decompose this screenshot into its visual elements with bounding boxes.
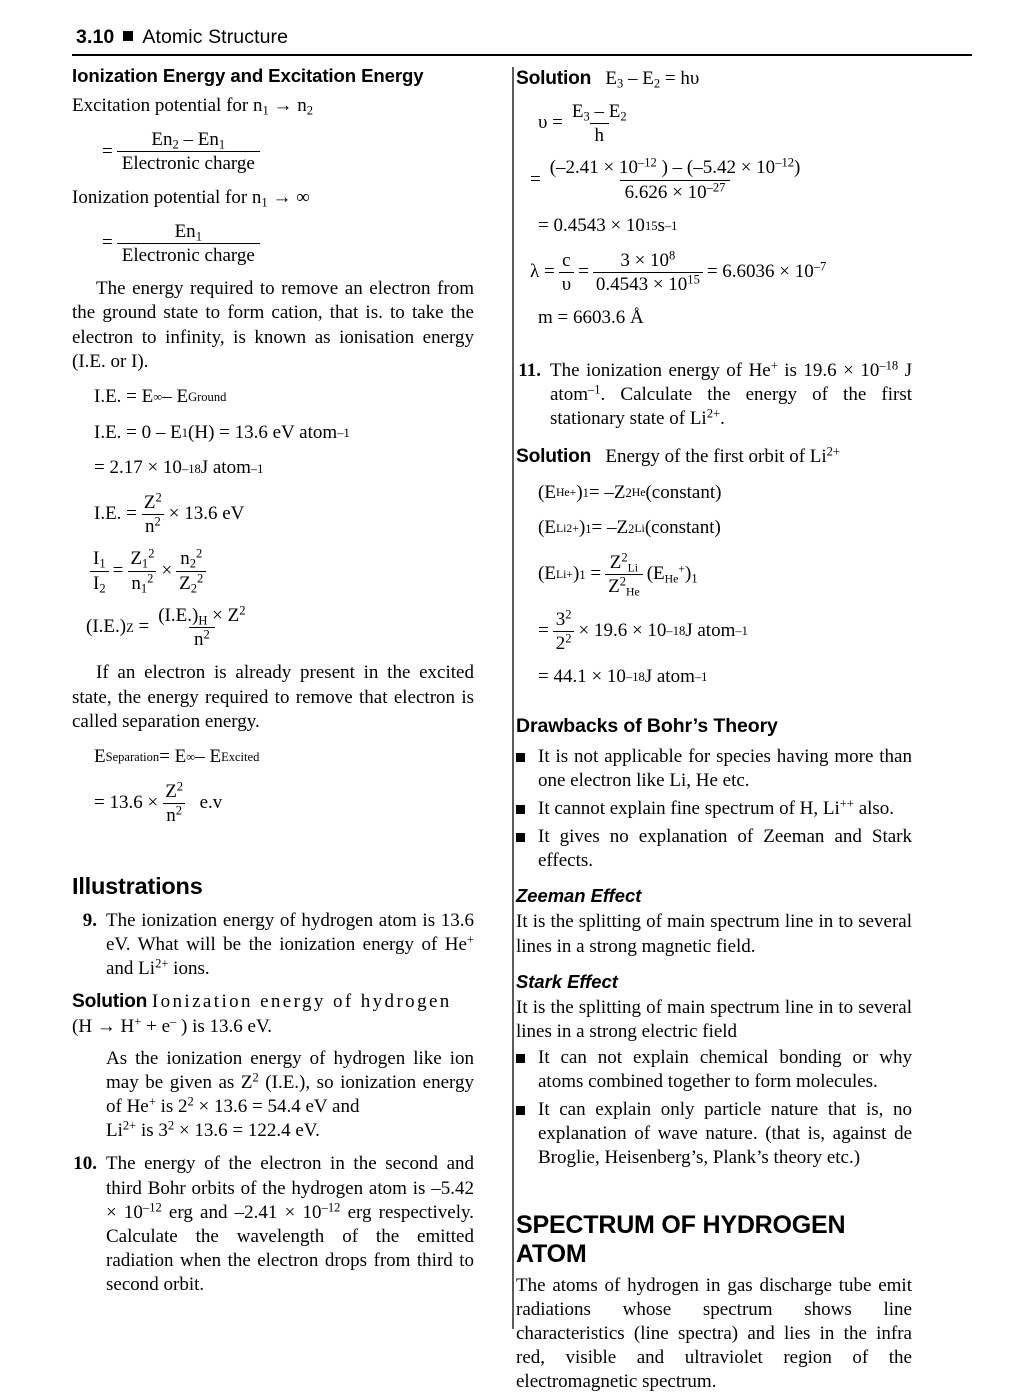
solution-tag: Solution [516,446,592,468]
fraction-numerator: $Z^2$ [143,490,162,513]
item-body: The ionization energy of hydrogen atom is 13.6 eV. What will be the ionization energy of He+ and $Li^{2+}$ ions. [106,910,474,980]
list-item [516,797,912,821]
equation-ehe-constant: (E He + ) 1 = –Z 2 He (constant) [538,481,722,503]
spectrum-text: The atoms of hydrogen in gas discharge tube emit radiations whose spectrum shows line characteristics (line spectra) and lies in the infra red, visible and ultraviolet region of the electromagnetic spectrum. [516,1274,912,1393]
equation-nu-values: = $\frac{(-2.41 \times 10^{-12} ) - (-5.42 \times 10^{-12})}{6.626 \times 10^{-27}}$ [516,157,912,203]
fraction-numerator: $I_1$ [93,548,106,571]
list-item [516,1046,912,1094]
item-number: 11. [518,359,541,381]
equation-lambda: λ = $\frac{c}{\upsilon}$ = $\frac{3 \times 10^8}{0.4543 \times 10^{15}}$ = $6.6036 \times 10^{-7}$ [530,248,827,295]
page-folio: 3.10 [76,26,115,48]
fraction-denominator: $Z^2He$ [605,574,643,597]
lambda-result: = $6.6036 \times 10^{-7}$ [706,259,827,283]
square-bullet-icon [516,825,538,873]
left-column [72,65,492,1399]
square-bullet-icon [516,745,538,793]
equation-ratio-i1-i2: $\frac{I_1}{I_2}$ = $\frac{Z_1^2}{n_1^2}$ × $\frac{n_2^2}{Z_2^2}$ [72,548,474,594]
list-item [516,745,912,793]
fraction-denominator: h [590,123,610,146]
equation-iez: (I.E.) Z = $\frac{(I.E.)_H \times Z^2}{n^2}$ [72,605,474,651]
fraction [90,548,109,594]
illustration-item-11 [516,359,912,431]
stark-effect-heading: Stark Effect [516,970,618,992]
solution-11: Solution Energy of the first orbit of $Li^{2+}$ [516,444,840,468]
paragraph-separation-energy: If an electron is already present in the excited state, the energy required to remove that electron is called separation energy. [72,662,474,732]
fraction-numerator: $3^2$ [555,607,572,630]
zeeman-effect-heading: Zeeman Effect [516,885,642,907]
zeeman-effect-text: It is the splitting of main spectrum line in to several lines in a strong magnetic field. [516,911,912,957]
item-number: 10. [73,1153,97,1175]
equation-eli-constant: (E Li 2+ ) 1 = –Z 2 Li (constant) [538,517,721,539]
fraction-denominator: Electronic charge [117,151,260,174]
equation-nu-result: = 0.4543 × 10 15 s –1 [538,215,678,237]
fraction [567,101,632,147]
excitation-potential-label: Excitation potential for $n_1 \to n_2$ [72,95,314,118]
list-item-text: It cannot explain fine spectrum of H, Li++ also. [538,796,895,820]
square-bullet-icon [516,797,538,821]
list-item [516,1098,912,1170]
drawbacks-list [516,745,912,874]
item-body: The energy of the electron in the second and third Bohr orbits of the hydrogen atom is $-5.42 \times 10^{-12}$ erg and $-2.41 \times 10^{-12}$ erg respectively. Calculate the wavelength of the emitted radiation when the electron drops from third to second orbit. [106,1153,474,1296]
fraction-denominator: $n^2$ [142,514,164,537]
illustration-item-9 [72,909,474,981]
equation-excitation-potential: = $\frac{En_2 - En_1}{\text{Electronic charge}}$ [72,129,474,175]
equation-ie-infinity-ground: I.E. = E ∞ – E Ground [94,385,227,407]
item-number: 9. [82,910,97,932]
fraction [605,552,643,598]
fraction [127,548,157,594]
square-bullet-icon [123,31,133,41]
solution-tag: Solution [516,68,592,89]
section-heading-ionization: Ionization Energy and Excitation Energy [72,65,424,86]
equation-ie-hydrogen: I.E. = 0 – E 1 (H) = 13.6 eV atom –1 [94,421,350,443]
column-divider [512,67,514,1329]
item-body: The ionization energy of He+ is $19.6 \times 10^{-18}$ J atom$^{-1}$. Calculate the energy of the first stationary state of $Li^{2+}$. [550,358,912,430]
fraction-denominator: $n_1^2$ [128,571,156,594]
right-column [492,65,912,1399]
equation-ie-z2n2: I.E. = $\frac{Z^2}{n^2}$ × 13.6 eV [94,490,245,538]
fraction-numerator: $3 \times 10^8$ [620,248,676,271]
chapter-title: Atomic Structure [142,26,289,48]
fraction-numerator: $E_3 - E_2$ [571,100,627,124]
list-item-text: It can not explain chemical bonding or why atoms combined together to form molecules. [538,1046,912,1093]
fraction [553,609,575,655]
equation-32-22: = $\frac{3^2}{2^2}$ × 19.6 × 10 –18 J atom –1 [538,607,748,654]
spacer [516,342,912,350]
equation-nu: υ = $\frac{E_3 - E_2}{h}$ [516,101,912,147]
fraction [593,250,703,296]
equation-ionization-potential: = $\frac{En_1}{\text{Electronic charge}}$ [72,221,474,267]
header-rule [72,54,972,56]
spacer [516,701,912,715]
fraction [545,157,806,203]
spectrum-heading: SPECTRUM OF HYDROGEN ATOM [516,1210,846,1268]
equation-separation-energy: E Separation = E ∞ – E Excited [94,745,260,767]
spacer [516,1175,912,1195]
equation-eli-ratio: (E Li + ) 1 = $\frac{Z^2Li}{Z^2He}$ $(EHe^+)_1$ [538,550,698,599]
stark-bullets-list [516,1046,912,1171]
list-item-text: It is not applicable for species having more than one electron like Li, He etc. [538,745,912,791]
fraction-numerator: ($-2.41 \times 10^{-12}$ ) – $(-5.42 \times 10^{-12})$ [549,155,801,179]
fraction [162,781,186,827]
illustration-item-10 [72,1152,474,1297]
fraction-denominator: $n^2$ [163,803,185,826]
fraction [117,129,260,175]
solution-10-header [516,67,912,92]
list-item-text: It gives no explanation of Zeeman and Stark effects. [538,826,912,872]
drawbacks-heading: Drawbacks of Bohr’s Theory [516,714,778,737]
equation-m-angstrom: m = 6603.6 Å [538,307,644,329]
fraction-numerator: $Z_1^2$ [130,546,155,571]
illustrations-heading: Illustrations [72,873,203,900]
paragraph-energy-required: The energy required to remove an electron from the ground state to form cation, that is. to take the electron to infinity, is known as ionisation energy (I.E. or I). [72,278,474,372]
fraction-numerator: $Z^2Li$ [609,550,639,575]
square-bullet-icon [516,1046,538,1094]
running-head [72,26,962,49]
fraction-denominator: $Z_2^2$ [176,571,206,594]
solution-tag: Solution [72,991,148,1013]
fraction-denominator: $0.4543 \times 10^{15}$ [593,272,703,295]
fraction-numerator: $Z^2$ [165,779,184,802]
fraction [117,221,260,267]
square-bullet-icon [516,1098,538,1170]
equation-441-result: = 44.1 × 10 –18 J atom –1 [538,666,708,688]
spacer [72,837,474,857]
solution-9-explanation: As the ionization energy of hydrogen like ion may be given as $Z^2$ (I.E.), so ionization energy of He+ is $2^2 \times 13.6 = 54.4$ eV and $Li^{2+}$ is $3^2 \times 13.6 = 122.4$ eV. [72,1047,474,1144]
list-item-text: It can explain only particle nature that is, no explanation of wave nature. (that is, against de Broglie, Heisenberg’s, Plank’s theory etc.) [538,1099,912,1169]
fraction-numerator: $(I.E.)_H \times Z^2$ [158,603,246,628]
equation-ie-joules: = 2.17 × 10 –18 J atom –1 [94,457,264,479]
fraction [559,250,574,296]
solution-9-last-line: $Li^{2+}$ is $3^2 \times 13.6 = 122.4$ eV. [106,1118,320,1142]
fraction-denominator: $n^2$ [189,627,215,650]
fraction-denominator: $I_2$ [90,571,109,594]
fraction-denominator: $2^2$ [553,631,575,654]
ehe-term: $(EHe^+)_1$ [646,563,698,586]
list-item [516,825,912,873]
fraction-numerator: $En_1$ [174,220,202,244]
equation-separation-value: = 13.6 × $\frac{Z^2}{n^2}$ e.v [94,779,223,826]
ionization-potential-label: Ionization potential for $n_1$ → ∞ [72,186,310,210]
solution-9: Solution Ionization energy of hydrogen (H → H+ + e– ) is 13.6 eV. [72,991,452,1037]
fraction-denominator: υ [559,272,574,295]
equation-e3-e2-hv: $E_3 - E_2 = h\upsilon$ [605,68,700,91]
fraction-numerator: $n_2^2$ [180,546,203,571]
fraction-numerator: $En_2 - En_1$ [151,129,226,152]
fraction [141,492,165,538]
solution-lead: Ionization energy of hydrogen [151,991,452,1013]
fraction-numerator: c [562,249,571,271]
fraction-denominator: $6.626 \times 10^{-27}$ [620,180,731,203]
fraction-denominator: Electronic charge [117,243,260,266]
fraction [176,548,206,594]
two-column-body [72,65,962,1399]
fraction [153,605,250,651]
stark-effect-text: It is the splitting of main spectrum line in to several lines in a strong electric field [516,996,912,1042]
